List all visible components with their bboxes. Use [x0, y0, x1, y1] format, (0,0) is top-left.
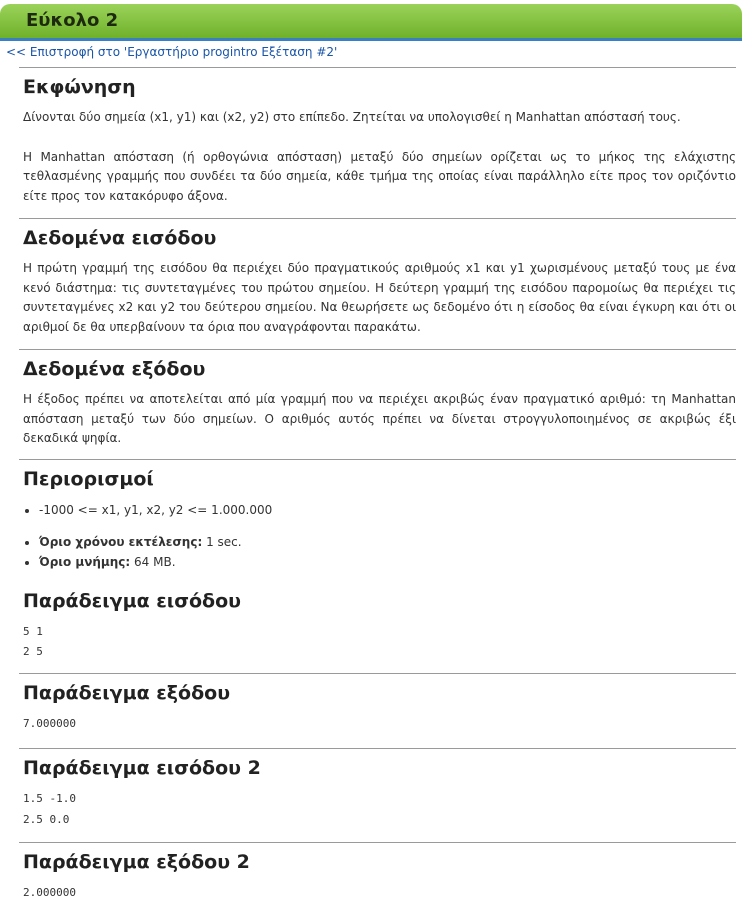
sample-input-1-line: 5 1: [23, 624, 43, 638]
sample-input-2-line: 2.5 0.0: [23, 812, 70, 826]
time-limit: [39, 532, 736, 552]
memory-limit-value: 64 MB.: [130, 554, 176, 569]
title-bar: [0, 4, 742, 41]
sample-output-2-heading: Παράδειγμα εξόδου 2: [23, 851, 250, 873]
sample-input-2-section: [19, 748, 736, 830]
range-constraint: • -1000 <= x1, y1, x2, y2 <= 1.000.000: [39, 500, 736, 520]
sample-input-1-line: 2 5: [23, 645, 43, 658]
sample-output-2-block: [23, 883, 736, 904]
constraints-heading: Περιορισμοί: [23, 467, 154, 490]
sample-output-2-section: [19, 842, 736, 904]
sample-input-2-heading: Παράδειγμα εισόδου 2: [23, 757, 261, 779]
sample-output-1-line: 7.000000: [23, 716, 76, 730]
sample-output-1-heading: Παράδειγμα εξόδου: [23, 681, 231, 704]
statement-text: Δίνονται δύο σημεία (x1, y1) και (x2, y2) στο επίπεδο. Ζητείται να υπολογισθεί η Manhattan απόστασή τους.: [23, 110, 681, 124]
page-title: Εύκολο 2: [26, 10, 119, 31]
sample-input-1-block: [23, 622, 736, 663]
problem-content: [0, 67, 742, 904]
constraints-section: [19, 459, 736, 572]
sample-output-1-section: [19, 673, 736, 735]
sample-input-1-heading: Παράδειγμα εισόδου: [23, 589, 241, 612]
time-limit-label: Όριο χρόνου εκτέλεσης:: [39, 534, 203, 549]
statement-heading: Εκφώνηση: [23, 76, 136, 98]
back-link[interactable]: << Επιστροφή στο 'Εργαστήριο progintro Εξέταση #2': [6, 45, 338, 59]
constraints-list: [23, 500, 736, 520]
input-heading: Δεδομένα εισόδου: [23, 227, 217, 249]
output-section: [19, 349, 736, 449]
manhattan-definition-text: Η Manhattan απόσταση (ή ορθογώνια απόσταση) μεταξύ δύο σημείων ορίζεται ως το μήκος της ελάχιστης τεθλασμένης γραμμής που συνδέει τα δύο σημεία, κάθε τμήμα της οποίας είναι παράλληλο είτε προς τον οριζόντιο είτε προς τον κατακόρυφο άξονα.: [23, 149, 736, 203]
output-heading: Δεδομένα εξόδου: [23, 358, 206, 380]
input-section: [19, 218, 736, 337]
limits-list: [23, 532, 736, 572]
input-text: Η πρώτη γραμμή της εισόδου θα περιέχει δύο πραγματικούς αριθμούς x1 και y1 χωρισμένους μεταξύ τους με ένα κενό διάστημα: τις συντεταγμένες του πρώτου σημείου. Η δεύτερη γραμμή της εισόδου παρομοίως θα περιέχει τις συντεταγμένες x2 και y2 του δεύτερου σημείου. Να θεωρήσετε ως δεδομένο ότι η είσοδος θα είναι έγκυρη και ότι οι αριθμοί δε θα υπερβαίνουν τα όρια που αναγράφονται παρακάτω.: [23, 261, 736, 334]
sample-input-2-line: 1.5 -1.0: [23, 792, 76, 805]
statement-section: [19, 67, 736, 206]
sample-output-1-block: [23, 714, 736, 735]
time-limit-value: 1 sec.: [202, 534, 242, 549]
memory-limit-label: Όριο μνήμης:: [39, 554, 131, 569]
sample-output-2-line: 2.000000: [23, 886, 76, 899]
sample-input-2-block: [23, 789, 736, 830]
output-text: Η έξοδος πρέπει να αποτελείται από μία γραμμή που να περιέχει ακριβώς έναν πραγματικό αριθμό: τη Manhattan απόσταση μεταξύ των δύο σημείων. Ο αριθμός αυτός πρέπει να δίνεται στρογγυλοποιημένος σε ακριβώς έξι δεκαδικά ψηφία.: [23, 392, 736, 445]
sample-input-1-section: [23, 584, 736, 663]
memory-limit: [39, 552, 736, 572]
